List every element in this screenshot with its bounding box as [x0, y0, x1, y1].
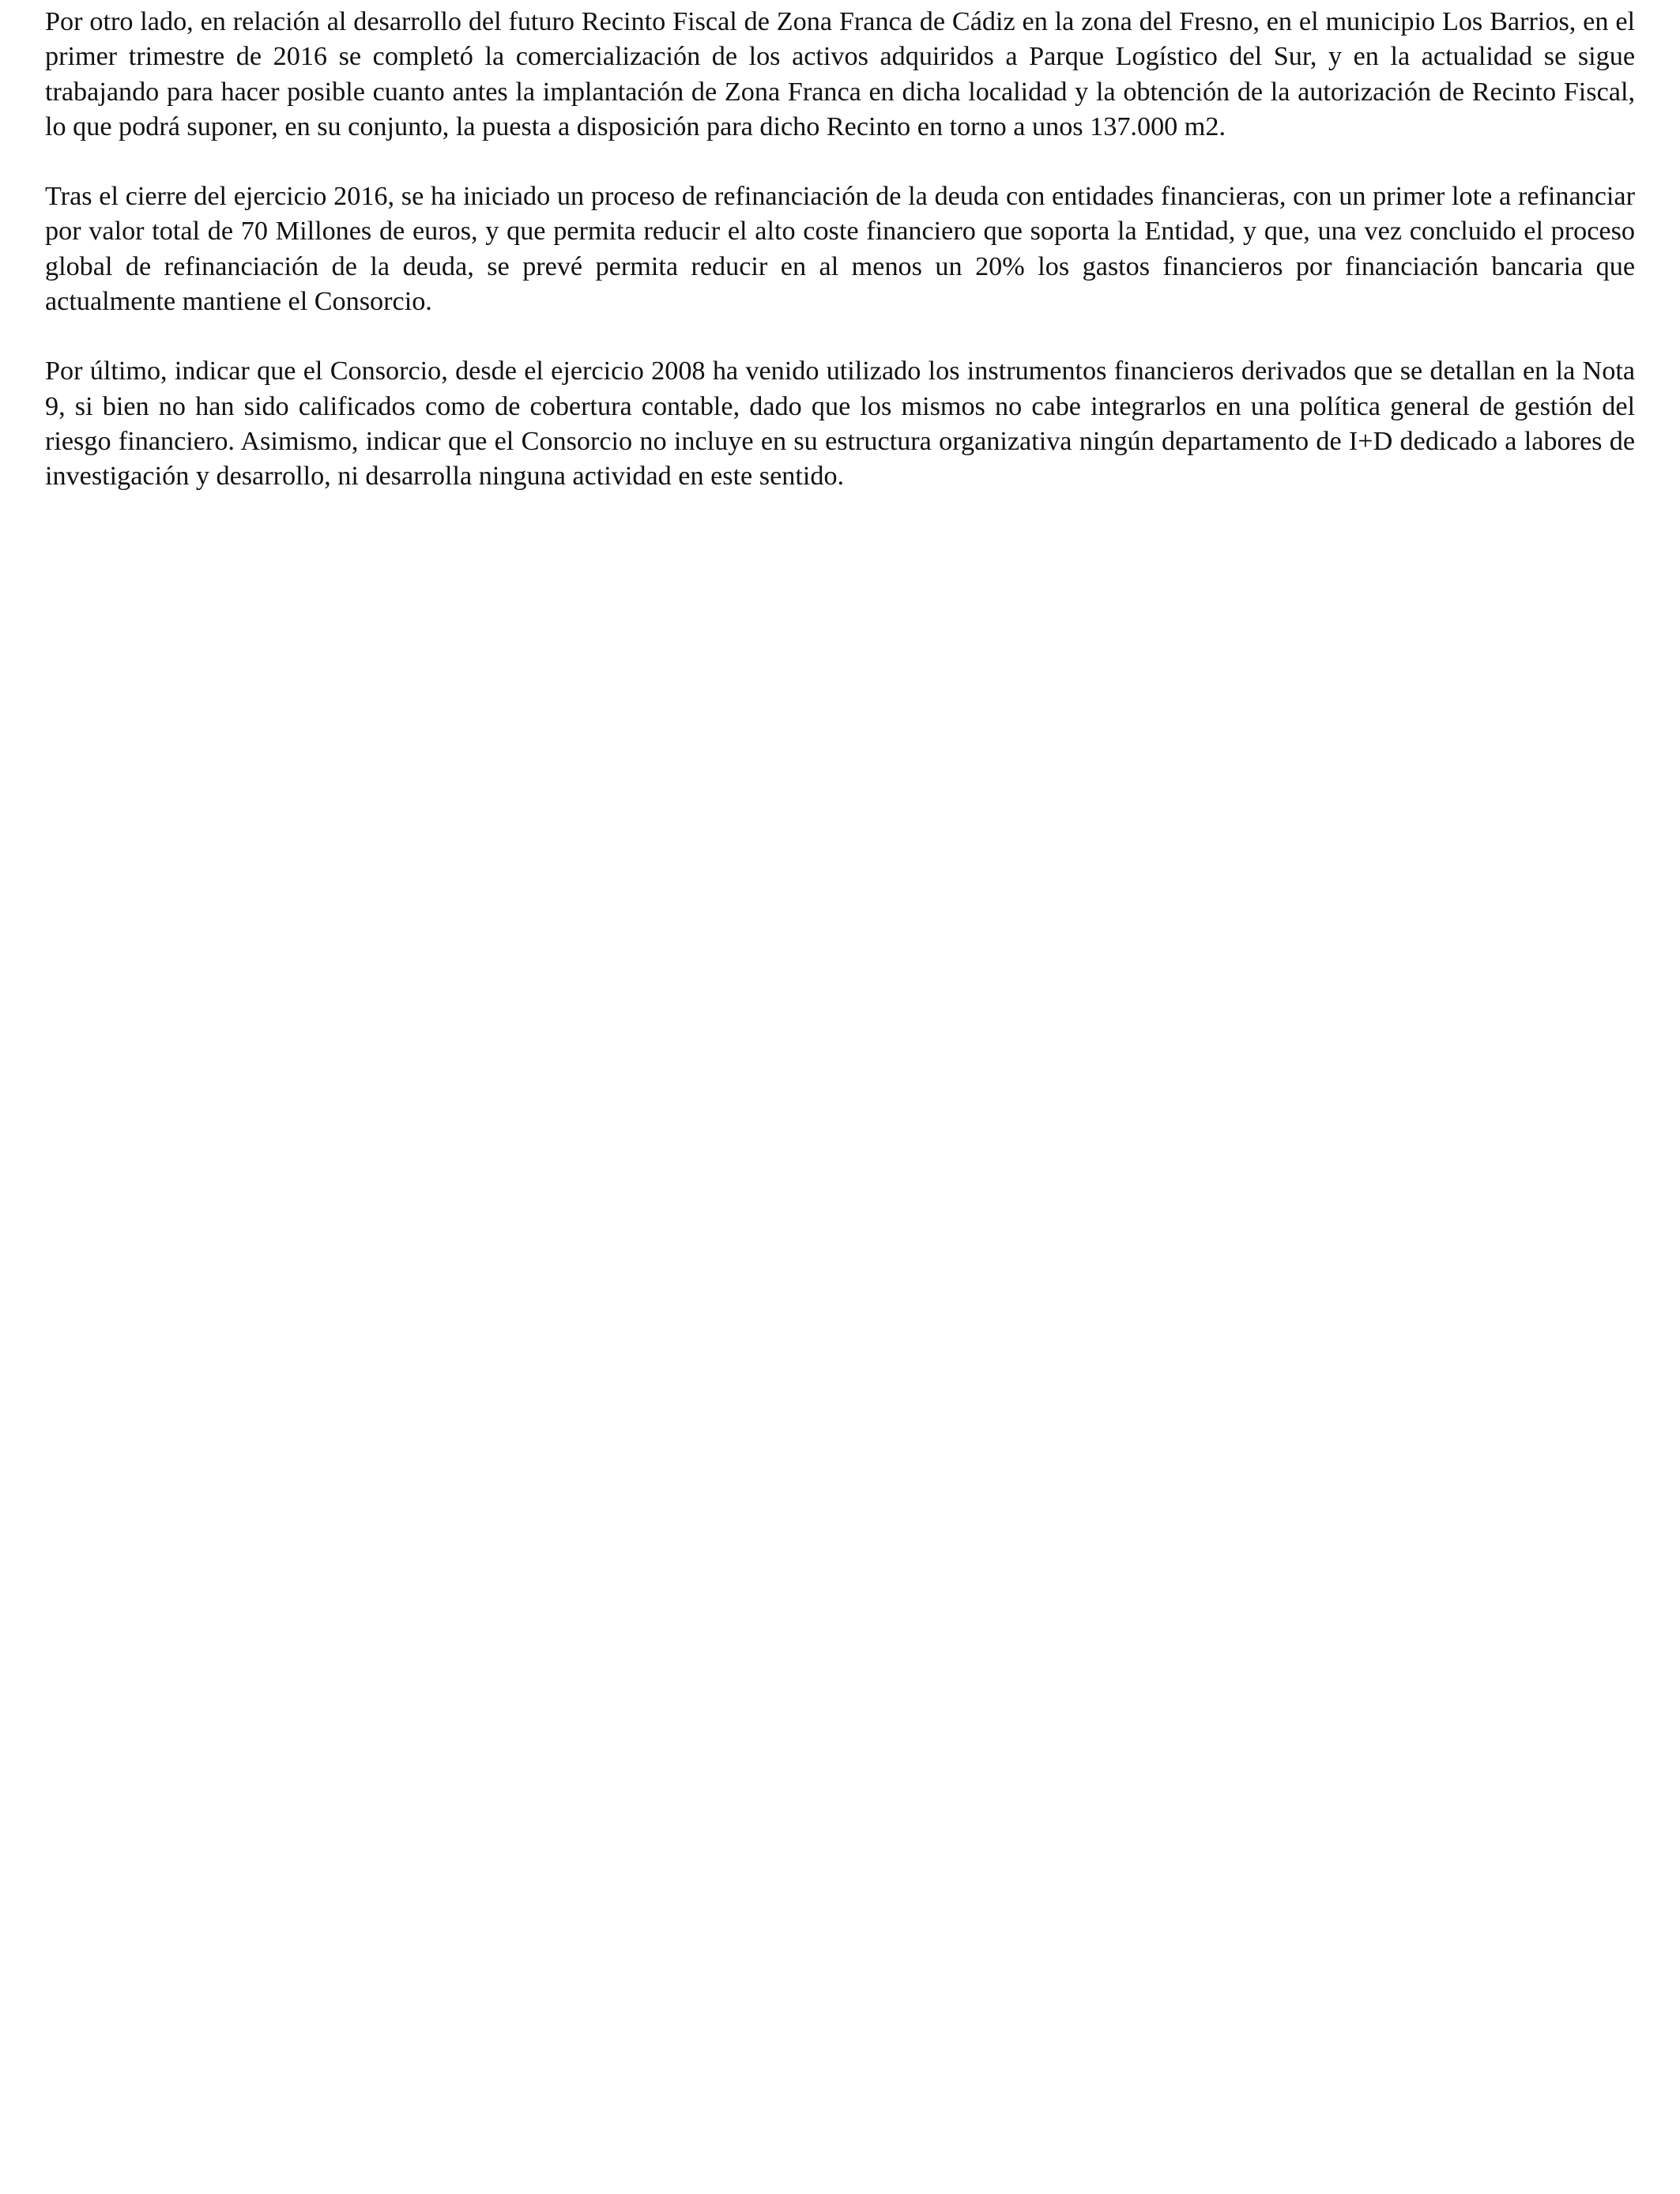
document-body: [45, 5, 1635, 530]
paragraph-refinanciacion: Tras el cierre del ejercicio 2016, se ha iniciado un proceso de refinanciación de la deuda con entidades financieras, con un primer lote a refinanciar por valor total de 70 Millones de euros, y que permita reducir el alto coste financiero que soporta la Entidad, y que, una vez concluido el proceso global de refinanciación de la deuda, se prevé permita reducir en al menos un 20% los gastos financieros por financiación bancaria que actualmente mantiene el Consorcio.: [45, 182, 1635, 317]
paragraph-instrumentos-financieros: Por último, indicar que el Consorcio, desde el ejercicio 2008 ha venido utilizado los instrumentos financieros derivados que se detallan en la Nota 9, si bien no han sido calificados como de cobertura contable, dado que los mismos no cabe integrarlos en una política general de gestión del riesgo financiero. Asimismo, indicar que el Consorcio no incluye en su estructura organizativa ningún departamento de I+D dedicado a labores de investigación y desarrollo, ni desarrolla ninguna actividad en este sentido.: [45, 356, 1635, 492]
paragraph-recinto-fiscal: Por otro lado, en relación al desarrollo del futuro Recinto Fiscal de Zona Franca de Cádiz en la zona del Fresno, en el municipio Los Barrios, en el primer trimestre de 2016 se completó la comercialización de los activos adquiridos a Parque Logístico del Sur, y en la actualidad se sigue trabajando para hacer posible cuanto antes la implantación de Zona Franca en dicha localidad y la obtención de la autorización de Recinto Fiscal, lo que podrá suponer, en su conjunto, la puesta a disposición para dicho Recinto en torno a unos 137.000 m2.: [45, 7, 1635, 141]
